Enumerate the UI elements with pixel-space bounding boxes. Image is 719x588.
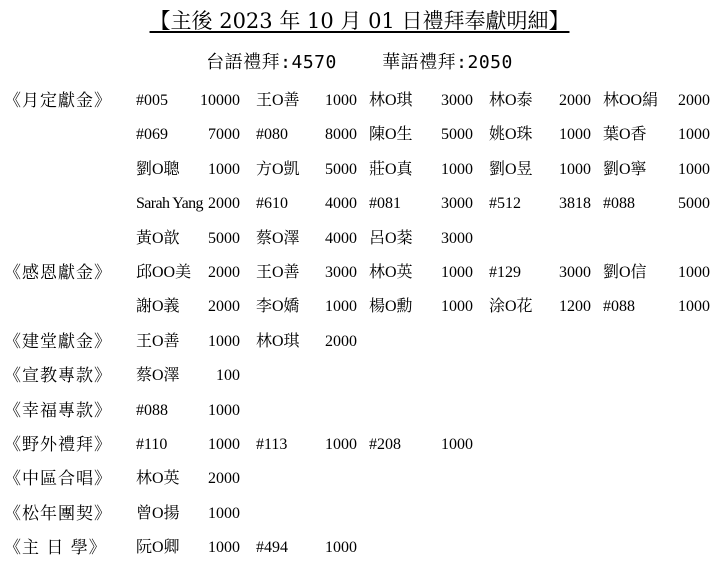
donor-name: 林O泰 <box>489 92 533 109</box>
category-label: 《宣教專款》 <box>4 366 112 387</box>
ledger-row <box>0 155 719 185</box>
donation-amount: 3000 <box>441 195 473 213</box>
donor-name: 王O善 <box>136 332 180 350</box>
donor-name: #005 <box>136 92 168 109</box>
ledger-row <box>0 86 719 116</box>
donor-name: #512 <box>489 195 521 213</box>
donor-name: 劉O寧 <box>603 160 647 178</box>
category-label: 《松年團契》 <box>4 503 112 524</box>
donation-amount: 1000 <box>678 160 710 178</box>
ledger-row <box>0 327 719 357</box>
ledger-row <box>0 120 719 150</box>
donor-name: #069 <box>136 126 168 144</box>
category-label: 《感恩獻金》 <box>4 263 112 283</box>
ledger-row <box>0 361 719 391</box>
ledger-row <box>0 189 719 219</box>
ledger-row <box>0 224 719 254</box>
donor-name: 王O善 <box>256 92 300 109</box>
donation-amount: 2000 <box>678 92 710 109</box>
donation-amount: 1000 <box>678 298 710 316</box>
page-title-text: 【主後 2023 年 10 月 01 日禮拜奉獻明細】 <box>149 9 570 33</box>
donor-name: 李O嬌 <box>256 298 300 316</box>
donor-name: 王O善 <box>256 264 300 281</box>
donation-amount: 4000 <box>325 195 357 213</box>
donor-name: 林O英 <box>136 470 180 488</box>
donor-name: #080 <box>256 126 288 144</box>
donation-amount: 1000 <box>441 160 473 178</box>
donation-amount: 5000 <box>325 160 357 178</box>
donor-name: 劉O昱 <box>489 160 533 178</box>
donor-name: 楊O勳 <box>369 298 413 316</box>
attendance-summary: 台語禮拜:4570 華語禮拜:2050 <box>206 52 513 73</box>
donation-amount: 1000 <box>208 504 240 522</box>
donation-amount: 3000 <box>559 264 591 281</box>
donation-amount: 5000 <box>208 229 240 247</box>
donation-amount: 1200 <box>559 298 591 316</box>
donor-name: 葉O香 <box>603 126 647 144</box>
donation-amount: 4000 <box>325 229 357 247</box>
donation-amount: 2000 <box>559 92 591 109</box>
donor-name: #610 <box>256 195 288 213</box>
donation-amount: 1000 <box>325 539 357 557</box>
ledger-row <box>0 396 719 426</box>
ledger-row <box>0 464 719 494</box>
category-label: 《幸福專款》 <box>4 400 112 421</box>
category-label: 《中區合唱》 <box>4 469 112 490</box>
donation-amount: 1000 <box>678 264 710 281</box>
donation-amount: 3000 <box>325 264 357 281</box>
donor-name: 陳O生 <box>369 126 413 144</box>
donor-name: #088 <box>603 195 635 213</box>
donation-amount: 5000 <box>441 126 473 144</box>
donor-name: #494 <box>256 539 288 557</box>
donation-amount: 10000 <box>200 92 240 109</box>
donation-amount: 100 <box>216 367 240 385</box>
donor-name: 姚O珠 <box>489 126 533 144</box>
donation-amount: 1000 <box>441 298 473 316</box>
donor-name: 林OO絹 <box>603 92 659 109</box>
donor-name: 邱OO美 <box>136 264 192 281</box>
donor-name: 莊O真 <box>369 160 413 178</box>
category-label: 《建堂獻金》 <box>4 331 112 352</box>
donor-name: 黃O歆 <box>136 229 180 247</box>
donation-amount: 1000 <box>559 160 591 178</box>
donation-amount: 5000 <box>678 195 710 213</box>
donor-name: 林O琪 <box>256 332 300 350</box>
donation-amount: 1000 <box>678 126 710 144</box>
donor-name: #088 <box>136 401 168 419</box>
ledger-row <box>0 533 719 563</box>
donor-name: 林O琪 <box>369 92 413 109</box>
category-label: 《主 日 學》 <box>4 538 107 559</box>
donor-name: #081 <box>369 195 401 213</box>
donation-amount: 1000 <box>441 436 473 453</box>
donor-name: 呂O棻 <box>369 229 413 247</box>
ledger-row <box>0 430 719 460</box>
donor-name: 方O凱 <box>256 160 300 178</box>
donor-name: Sarah Yang <box>136 195 203 213</box>
donation-amount: 1000 <box>325 92 357 109</box>
donation-amount: 1000 <box>441 264 473 281</box>
donor-name: 謝O義 <box>136 298 180 316</box>
donation-amount: 1000 <box>208 436 240 453</box>
donation-amount: 8000 <box>325 126 357 144</box>
donor-name: #129 <box>489 264 521 281</box>
donor-name: 劉O聰 <box>136 160 180 178</box>
donation-amount: 1000 <box>325 298 357 316</box>
donor-name: 劉O信 <box>603 264 647 281</box>
donation-amount: 1000 <box>208 539 240 557</box>
donation-amount: 1000 <box>208 332 240 350</box>
donor-name: 阮O卿 <box>136 539 180 557</box>
donation-amount: 1000 <box>208 160 240 178</box>
donation-amount: 2000 <box>208 264 240 281</box>
category-label: 《月定獻金》 <box>4 91 112 111</box>
donor-name: #110 <box>136 436 168 453</box>
page-title <box>0 6 719 36</box>
ledger-row <box>0 292 719 322</box>
donation-amount: 3818 <box>559 195 591 213</box>
ledger-row <box>0 499 719 529</box>
donation-amount: 1000 <box>208 401 240 419</box>
donation-amount: 3000 <box>441 229 473 247</box>
donor-name: 蔡O澤 <box>256 229 300 247</box>
donor-name: 林O英 <box>369 264 413 281</box>
donation-amount: 3000 <box>441 92 473 109</box>
donation-amount: 2000 <box>208 470 240 488</box>
donor-name: #088 <box>603 298 635 316</box>
ledger-row <box>0 258 719 288</box>
donor-name: 涂O花 <box>489 298 533 316</box>
donation-amount: 2000 <box>208 298 240 316</box>
donor-name: 曾O揚 <box>136 504 180 522</box>
donation-amount: 2000 <box>208 195 240 213</box>
donor-name: #208 <box>369 436 401 453</box>
donation-amount: 2000 <box>325 332 357 350</box>
donor-name: 蔡O澤 <box>136 367 180 385</box>
category-label: 《野外禮拜》 <box>4 435 112 455</box>
donation-amount: 7000 <box>208 126 240 144</box>
donor-name: #113 <box>256 436 288 453</box>
donation-amount: 1000 <box>559 126 591 144</box>
donation-amount: 1000 <box>325 436 357 453</box>
